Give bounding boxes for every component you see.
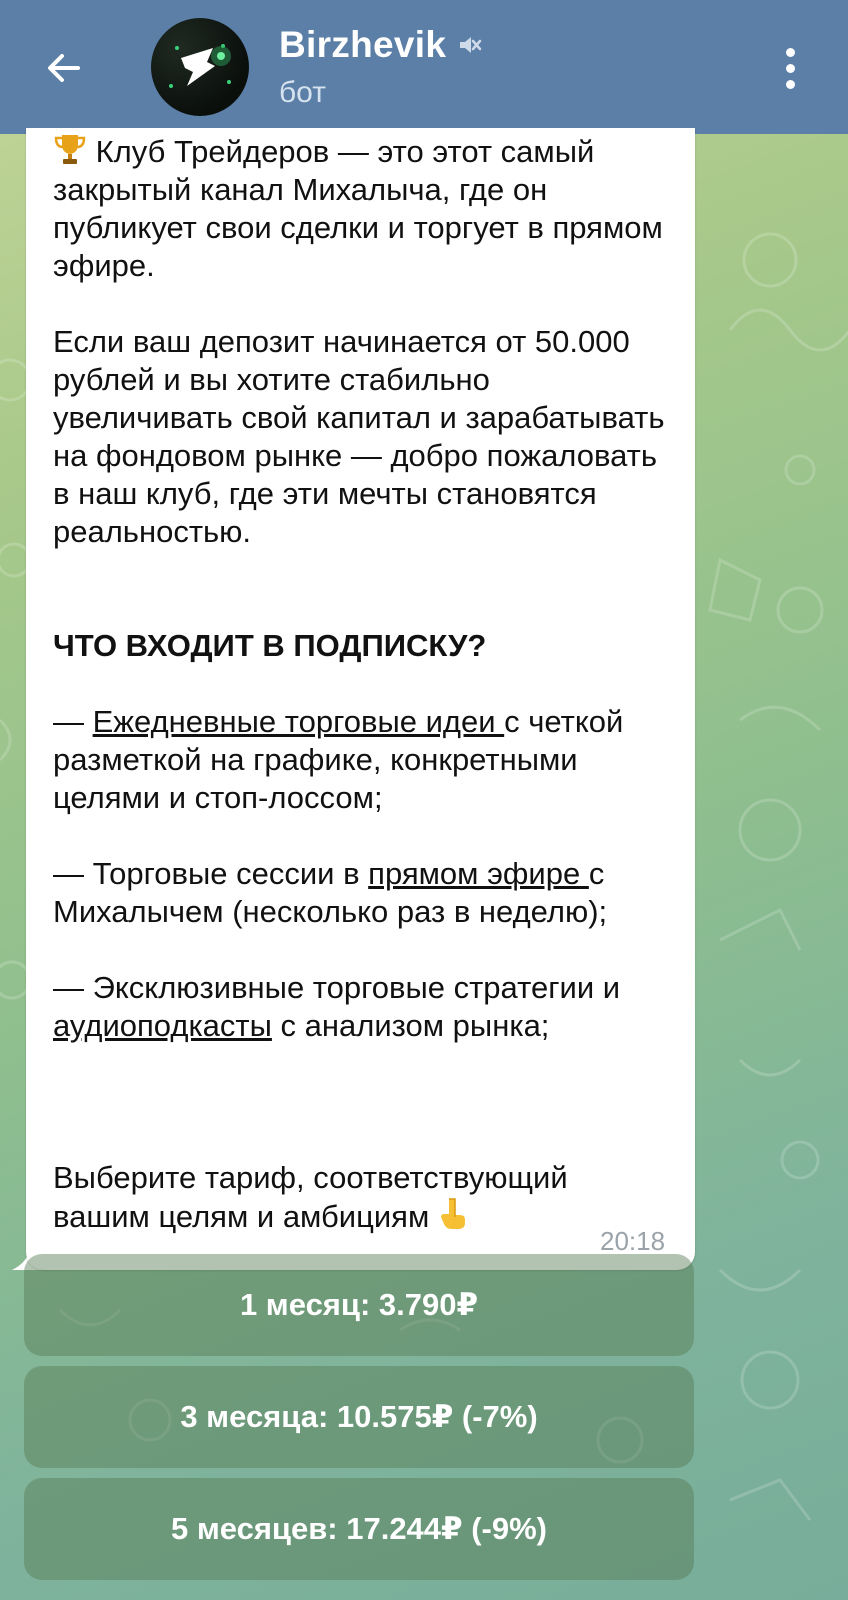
message-item-3 bbox=[53, 969, 673, 1045]
trophy-icon bbox=[53, 132, 87, 166]
chat-title-text: Birzhevik bbox=[279, 24, 447, 65]
message-paragraph-intro bbox=[53, 132, 673, 285]
more-vertical-icon-dot bbox=[786, 80, 795, 89]
back-button[interactable] bbox=[40, 44, 88, 92]
arrow-left-icon bbox=[44, 48, 84, 88]
item2-prefix: — Торговые сессии в bbox=[53, 856, 369, 891]
chat-header bbox=[0, 0, 848, 134]
tariff-3-months-button[interactable]: 3 месяца: 10.575₽ (-7%) bbox=[24, 1366, 694, 1468]
message-heading: ЧТО ВХОДИТ В ПОДПИСКУ? bbox=[53, 628, 487, 663]
message-p1: Клуб Трейдеров — это этот самый закрытый канал Михалыча, где он публикует свои сделки и торгует в прямом эфире. bbox=[53, 134, 663, 283]
more-options-button[interactable] bbox=[766, 40, 814, 96]
closing-text: Выберите тариф, соответствующий вашим целям и амбициям bbox=[53, 1160, 568, 1234]
tariff-5-months-button[interactable]: 5 месяцев: 17.244₽ (-9%) bbox=[24, 1478, 694, 1580]
link-audio-podcasts[interactable]: аудиоподкасты bbox=[53, 1008, 272, 1043]
pointing-down-icon bbox=[438, 1197, 468, 1231]
bot-avatar[interactable] bbox=[151, 18, 249, 116]
chat-subtitle: бот bbox=[279, 76, 326, 109]
item3-rest: с анализом рынка; bbox=[271, 1008, 550, 1043]
message-closing bbox=[53, 1159, 673, 1236]
bot-logo-icon bbox=[151, 18, 249, 116]
item1-rest: с четкой разметкой на графике, конкретными целями и стоп-лоссом; bbox=[53, 704, 624, 815]
muted-icon bbox=[456, 32, 482, 58]
item2-rest: с Михалычем (несколько раз в неделю); bbox=[53, 856, 608, 929]
message-text bbox=[53, 132, 673, 1236]
item1-prefix: — bbox=[53, 704, 93, 739]
chat-title[interactable] bbox=[279, 24, 482, 66]
link-trading-ideas[interactable]: Ежедневные торговые идеи bbox=[92, 704, 505, 739]
message-item-1 bbox=[53, 703, 673, 817]
message-time: 20:18 bbox=[600, 1226, 666, 1256]
message-p2: Если ваш депозит начинается от 50.000 рублей и вы хотите стабильно увеличивать свой капитал и зарабатывать на фондовом рынке — добро пожаловать в наш клуб, где эти мечты становятся реальностью. bbox=[53, 324, 665, 549]
tariff-1-month-button[interactable]: 1 месяц: 3.790₽ bbox=[24, 1254, 694, 1356]
more-vertical-icon-dot bbox=[786, 64, 795, 73]
item3-prefix: — Эксклюзивные торговые стратегии и bbox=[53, 970, 621, 1005]
link-live-stream[interactable]: прямом эфире bbox=[368, 856, 589, 891]
message-item-2 bbox=[53, 855, 673, 931]
more-vertical-icon bbox=[786, 48, 795, 57]
